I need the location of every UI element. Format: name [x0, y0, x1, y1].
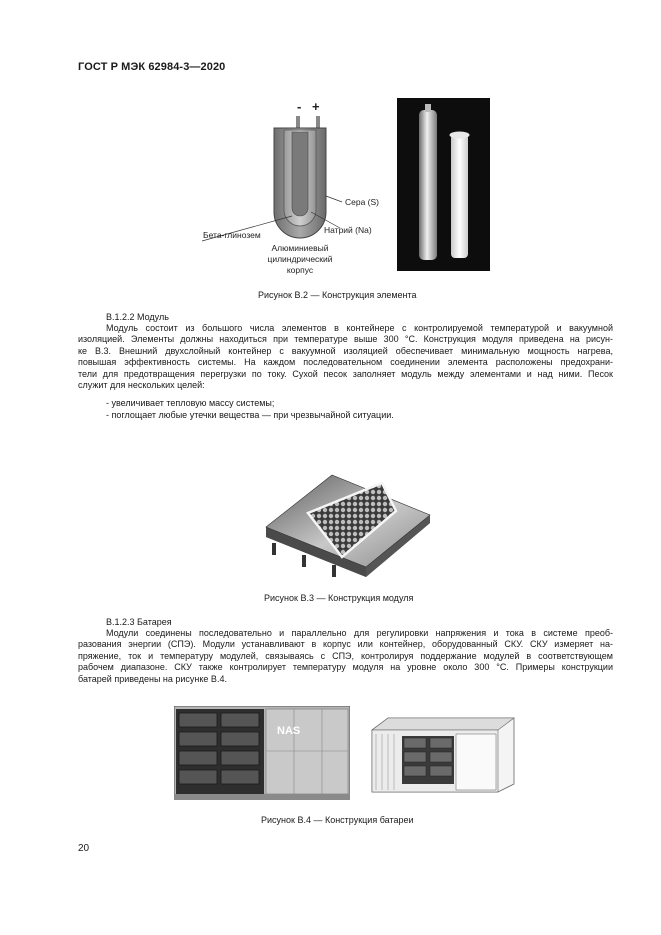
casing-label-1: Алюминиевый — [271, 243, 329, 253]
battery-line: разования энергии (СПЭ). Модули устанавливают в корпус или контейнер, оборудованный СКУ. СКУ измеряет на- — [78, 639, 613, 650]
figure-b3-caption: Рисунок В.3 — Конструкция модуля — [264, 593, 414, 603]
figure-b2-caption: Рисунок В.2 — Конструкция элемента — [258, 290, 417, 300]
nas-logo-text: NAS — [277, 725, 301, 737]
module-bullet-2: - поглощает любые утечки вещества — при чрезвычайной ситуации. — [106, 410, 394, 420]
beta-alumina-label: Бета-глинозем — [203, 230, 261, 240]
casing-label-3: корпус — [286, 265, 314, 275]
module-bullet-1: - увеличивает тепловую массу системы; — [106, 398, 275, 408]
plus-terminal-label: + — [312, 100, 320, 114]
module-section-heading: В.1.2.2 Модуль — [106, 312, 169, 322]
module-line: ке В.3. Внешний двухслойный контейнер с вакуумной изоляцией обеспечивает минимальную мощность нагрева, — [78, 345, 613, 356]
page-number: 20 — [78, 843, 90, 854]
ceramic-tube — [451, 134, 468, 258]
battery-line: рабочем диапазоне. СКУ также контролирует температуру модуля на уровне около 300 °С. Примеры конструкции — [78, 662, 613, 673]
cell-photo — [397, 98, 490, 271]
module-illustration — [262, 465, 434, 583]
module-line: Модуль состоит из большого числа элементов в контейнере с контролируемой температурой и вакуумной — [106, 323, 613, 333]
sodium-label: Натрий (Na) — [324, 225, 372, 235]
casing-label-2: цилиндрический — [267, 254, 333, 264]
module-paragraph — [78, 323, 613, 391]
module-line: повышая эффективность системы. На каждом последовательном соединении элемента расположены предохрани- — [78, 357, 613, 368]
figure-b4-caption: Рисунок В.4 — Конструкция батареи — [261, 815, 414, 825]
battery-line: Модули соединены последовательно и параллельно для регулировки напряжения и тока в системе преоб- — [106, 628, 613, 638]
cell-diagram — [190, 100, 390, 280]
battery-enclosure-photo — [174, 706, 350, 800]
module-line: тели для предотвращения перегрузки по току. Сухой песок заполняет модуль между элементами и над ними. Песок — [78, 368, 613, 379]
sodium-core — [292, 132, 308, 216]
battery-container-photo — [368, 714, 518, 794]
module-line: служит для нескольких целей: — [78, 380, 205, 391]
battery-section-heading: В.1.2.3 Батарея — [106, 617, 172, 627]
battery-line: пряжение, ток и температуру модулей, связываясь с СПЭ, контролируя поддержание модулей в соответствующем — [78, 650, 613, 661]
battery-line: батарей приведены на рисунке В.4. — [78, 673, 227, 684]
minus-terminal-label: - — [297, 100, 302, 114]
battery-paragraph — [78, 628, 613, 685]
sulfur-label: Сера (S) — [345, 197, 380, 207]
metal-cell — [419, 110, 437, 260]
module-line: изоляцией. Элементы должны находиться при температуре выше 300 °С. Конструкция модуля приведена на рисун- — [78, 334, 613, 345]
document-header: ГОСТ Р МЭК 62984-3—2020 — [78, 61, 226, 73]
